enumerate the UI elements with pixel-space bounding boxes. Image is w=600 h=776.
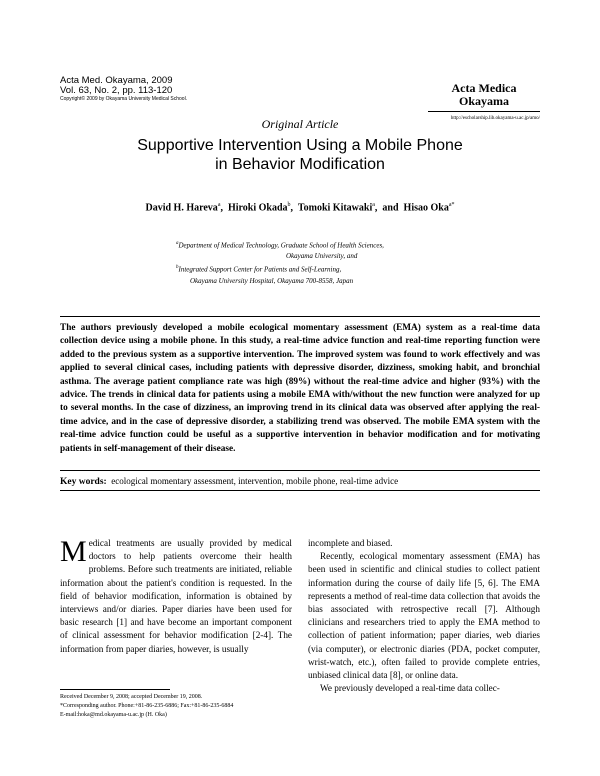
author-name: David H. Hareva [145,202,218,214]
abstract-top-rule [60,316,540,317]
logo-line-1: Acta Medica [451,81,517,95]
journal-logo-block [428,82,540,121]
email-address[interactable]: E-mail:hoka@md.okayama-u.ac.jp (H. Oka) [60,712,167,718]
author-list: David H. Hareva$^a$, Hiroki Okada$^b$, Tomoki Kitawaki$^a$, and Hisao Oka$^{a*}$ [145,202,455,214]
corresponding-author: *Corresponding author. Phone:+81-86-235-6886; Fax:+81-86-235-6884 [60,703,234,709]
journal-line: Acta Med. Okayama, 2009 [60,75,173,86]
author-name: Hiroki Okada [227,202,288,214]
author-affil-mark: b [287,202,291,208]
author-affil-mark: a* [448,202,455,208]
body-column-left [60,537,292,656]
body-column-right [308,537,540,695]
paragraph-text: edical treatments are usually provided by medical doctors to help patients overcome their health problems. Before such treatments are initiated, reliable information about the patient's condition is requested. In the field of behavior modification, information is obtained by interviews and/or diaries. Paper diaries have been used for basic research [1] and have become an important component of clinical assessment for behavior modification [2-4]. The information from paper diaries, however, is usually [60,538,292,654]
copyright-line: Copyright© 2009 by Okayama University Medical School. [60,96,188,102]
footnote-rule [60,689,170,690]
abstract: The authors previously developed a mobile ecological momentary assessment (EMA) system as a real-time data collection device using a mobile phone. In this study, a real-time advice function and real-time reporting function were added to the previous system as a supportive intervention. The improved system was found to work effectively and was applied to several clinical cases, including patients with depressive disorder, dizziness, smoking habit, and bronchial asthma. The average patient compliance rate was high (89%) without the real-time advice and higher (93%) with the advice. The trends in clinical data for patients using a mobile EMA with/without the new function were analyzed for up to several months. In the case of dizziness, an improving trend in its clinical data was observed after applying the real-time advice, and in the case of depressive disorder, a stabilizing trend was observed. The mobile EMA system with the real-time advice function could be useful as a supportive intervention in behavior modification and for motivating patients in self-management of their disease. [60,323,540,454]
author-affil-mark: a [217,202,221,208]
author-name: Tomoki Kitawaki [297,202,373,214]
body-paragraph: incomplete and biased. [308,538,393,548]
affiliation-line: Okayama University Hospital, Okayama 700-8558, Japan [190,276,354,285]
received-date: Received December 9, 2008; accepted December 19, 2008. [60,694,203,700]
article-type: Original Article [261,117,339,131]
affil-mark: a [176,241,179,246]
keywords-label: Key words: [60,477,107,487]
drop-cap: M [60,535,87,568]
volume-line: Vol. 63, No. 2, pp. 113-120 [60,85,173,96]
page-title [0,136,600,174]
affiliations [176,238,384,287]
logo-line-2: Okayama [458,94,509,108]
journal-logo [428,82,540,112]
affiliation-line: Integrated Support Center for Patients and Self-Learning, [178,265,342,274]
affiliation-line: Okayama University, and [286,252,358,261]
title-line-2: in Behavior Modification [215,156,385,173]
keywords-bottom-rule [60,490,540,491]
author-name: Hisao Oka [403,202,449,214]
footnotes [60,693,292,720]
journal-url[interactable]: http://escholarship.lib.okayama-u.ac.jp/amo/ [450,116,540,121]
body-paragraph [60,537,292,656]
body-paragraph: Recently, ecological momentary assessment (EMA) has been used in scientific and clinical studies to collect patient information during the course of daily life [5, 6]. The EMA represents a method of real-time data collection that avoids the bias associated with retrospective recall [7]. Although clinicians and researchers tried to apply the EMA method to collection of patient information; paper diaries, web diaries (via computer), or electronic diaries (PDA, pocket computer, wrist-watch, etc.), often failed to provide complete entries, unbiased clinical data [8], or online data. [308,551,540,681]
keywords [60,476,540,487]
affiliation-line: Department of Medical Technology, Graduate School of Health Sciences, [178,241,384,250]
body-paragraph: We previously developed a real-time data collec- [320,683,500,694]
title-line-1: Supportive Intervention Using a Mobile Phone [137,137,463,154]
journal-citation [60,76,187,103]
keywords-list: ecological momentary assessment, intervention, mobile phone, real-time advice [111,476,399,486]
abstract-bottom-rule [60,470,540,471]
affil-mark: b [176,265,179,271]
author-affil-mark: a [372,202,375,208]
